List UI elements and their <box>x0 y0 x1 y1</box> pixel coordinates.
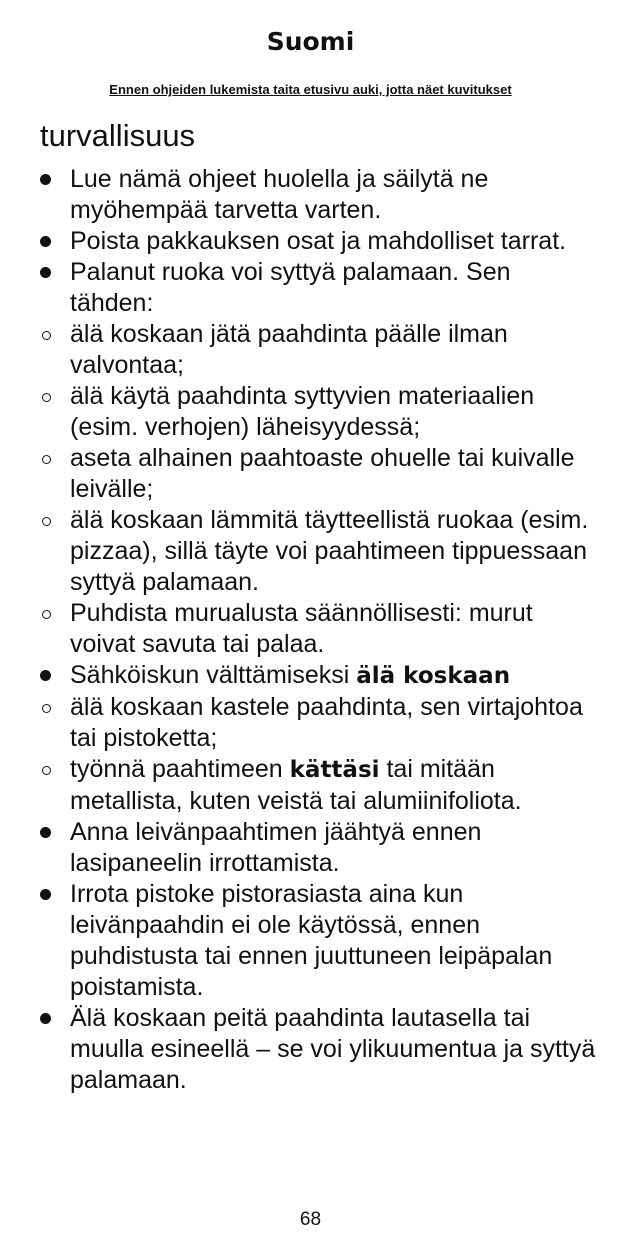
list-item <box>40 257 600 319</box>
list-item-emphasis: älä koskaan <box>356 663 511 689</box>
list-item <box>40 381 600 443</box>
list-item <box>40 817 600 879</box>
list-item-text: Älä koskaan peitä paahdinta lautasella tai muulla esineellä – se voi ylikuumentua ja syttyä palamaan. <box>70 1004 596 1094</box>
bullet-circle-icon <box>42 766 51 775</box>
list-item-text-continued: tai mitään metallista, kuten veistä tai alumiinifoliota. <box>70 755 522 815</box>
list-item-text: Sähköiskun välttämiseksi <box>70 661 350 689</box>
list-item-text: älä koskaan kastele paahdinta, sen virtajohtoa tai pistoketta; <box>70 693 583 752</box>
list-item-text: Palanut ruoka voi syttyä palamaan. Sen tähden: <box>70 258 511 317</box>
bullet-dot-icon <box>40 889 51 900</box>
bullet-circle-icon <box>42 393 51 402</box>
list-item <box>40 692 600 754</box>
safety-instructions-list <box>40 164 600 1096</box>
bullet-circle-icon <box>42 704 51 713</box>
list-item-emphasis: kättäsi <box>289 757 380 783</box>
bullet-dot-icon <box>40 236 51 247</box>
list-item <box>40 443 600 505</box>
list-item <box>40 226 600 257</box>
list-item-text: Lue nämä ohjeet huolella ja säilytä ne myöhempää tarvetta varten. <box>70 165 489 224</box>
list-item-text: älä koskaan jätä paahdinta päälle ilman valvontaa; <box>70 320 508 379</box>
list-item-text: Poista pakkauksen osat ja mahdolliset tarrat. <box>70 227 567 255</box>
list-item <box>40 598 600 660</box>
section-title-safety: turvallisuus <box>40 118 196 153</box>
bullet-dot-icon <box>40 174 51 185</box>
bullet-circle-icon <box>42 331 51 340</box>
list-item <box>40 319 600 381</box>
bullet-circle-icon <box>42 610 51 619</box>
list-item-text: aseta alhainen paahtoaste ohuelle tai kuivalle leivälle; <box>70 444 575 503</box>
bullet-dot-icon <box>40 267 51 278</box>
list-item-text: työnnä paahtimeen <box>70 755 283 783</box>
list-item <box>40 164 600 226</box>
list-item-text: älä koskaan lämmitä täytteellistä ruokaa (esim. pizzaa), sillä täyte voi paahtimeen tippuessaan syttyä palamaan. <box>70 506 589 596</box>
page-number: 68 <box>299 1209 322 1230</box>
page-language-heading: Suomi <box>266 27 355 56</box>
list-item-text: Puhdista murualusta säännöllisesti: murut voivat savuta tai palaa. <box>70 599 533 658</box>
list-item <box>40 505 600 598</box>
bullet-circle-icon <box>42 517 51 526</box>
fold-out-instruction: Ennen ohjeiden lukemista taita etusivu auki, jotta näet kuvitukset <box>109 82 512 97</box>
bullet-circle-icon <box>42 455 51 464</box>
list-item <box>40 660 600 692</box>
list-item <box>40 754 600 817</box>
bullet-dot-icon <box>40 827 51 838</box>
list-item-text: älä käytä paahdinta syttyvien materiaalien (esim. verhojen) läheisyydessä; <box>70 382 535 441</box>
list-item-text: Irrota pistoke pistorasiasta aina kun leivänpaahdin ei ole käytössä, ennen puhdistusta tai ennen juuttuneen leipäpalan poistamista. <box>70 880 553 1001</box>
bullet-dot-icon <box>40 1013 51 1024</box>
list-item-text: Anna leivänpaahtimen jäähtyä ennen lasipaneelin irrottamista. <box>70 818 482 877</box>
list-item <box>40 879 600 1003</box>
bullet-dot-icon <box>40 670 51 681</box>
list-item <box>40 1003 600 1096</box>
